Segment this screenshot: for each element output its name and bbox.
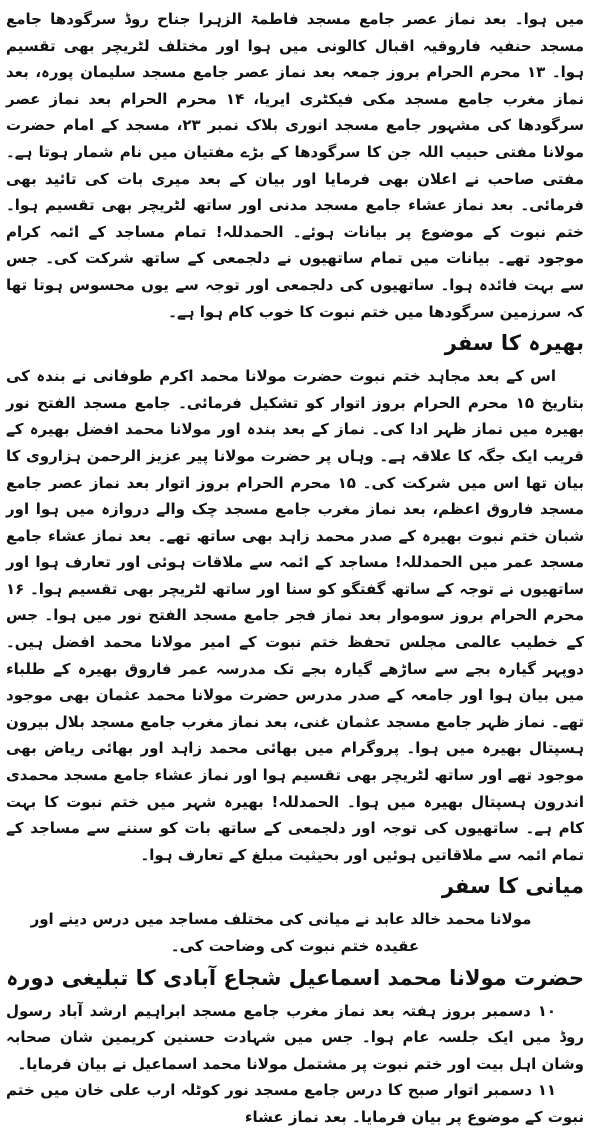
shujabadi-paragraph-2: ۱۱ دسمبر اتوار صبح کا درس جامع مسجد نور کوٹلہ ارب علی خان میں ختم نبوت کے موضوع پر بیان فرمایا۔ بعد نماز عشاء — [6, 1081, 584, 1126]
shujabadi-tour-heading: حضرت مولانا محمد اسماعیل شجاع آبادی کا تبلیغی دورہ — [6, 965, 584, 990]
miani-paragraph: مولانا محمد خالد عابد نے میانی کی مختلف مساجد میں درس دینے اور عقیدہ ختم نبوت کی وضاحت کی۔ — [30, 910, 532, 955]
bhera-paragraph: اس کے بعد مجاہد ختم نبوت حضرت مولانا محمد اکرم طوفانی نے بندہ کی بتاریخ ۱۵ محرم الحرام بروز اتوار کو تشکیل فرمائی۔ جامع مسجد الفتح نور بھیرہ میں نماز ظہر ادا کی۔ نماز کے بعد بندہ اور مولانا محمد افضل بھیرہ کے قریب ایک جگہ کا علاقہ ہے۔ وہاں پر حضرت مولانا پیر عزیز الرحمن ہزاروی کا بیان تھا اس میں شرکت کی۔ ۱۵ محرم الحرام بروز اتوار بعد نماز عصر جامع مسجد فاروق اعظم، بعد نماز مغرب جامع مسجد چک والے دروازہ میں ہوا اور شبان ختم نبوت بھیرہ کے صدر محمد زاہد بھی ساتھ تھے۔ بعد نماز عشاء جامع مسجد عمر میں الحمدللہ! مساجد کے ائمہ سے ملاقات ہوئی اور تعارف ہوا اور ساتھیوں نے توجہ کے ساتھ گفتگو کو سنا اور ساتھ لٹریچر بھی تقسیم ہوا۔ ۱۶ محرم الحرام بروز سوموار بعد نماز فجر جامع مسجد الفتح نور میں ہوا۔ جس کے خطیب عالمی مجلس تحفظ ختم نبوت کے امیر مولانا محمد افضل ہیں۔ دوپہر گیارہ بجے سے ساڑھے گیارہ بجے تک مدرسہ عمر فاروق بھیرہ کے طلباء میں بیان ہوا اور جامعہ کے صدر مدرس حضرت مولانا محمد عثمان بھی موجود تھے۔ نماز ظہر جامع مسجد عثمان غنی، بعد نماز مغرب جامع مسجد بلال بیرون ہسپتال بھیرہ میں ہوا۔ پروگرام میں بھائی محمد زاہد اور بھائی ریاض بھی موجود تھے اور ساتھ لٹریچر بھی تقسیم ہوا اور نماز عشاء جامع مسجد محمدی اندرون ہسپتال بھیرہ میں ہوا۔ الحمدللہ! بھیرہ شہر میں ختم نبوت کا بہت کام ہے۔ ساتھیوں کی توجہ اور دلجمعی کے ساتھ بات کو سننے سے مساجد کے تمام ائمہ سے ملاقاتیں ہوئیں اور بحیثیت مبلغ کے تعارف ہوا۔ — [6, 367, 584, 864]
sargodha-paragraph: میں ہوا۔ بعد نماز عصر جامع مسجد فاطمۃ الزہرا جناح روڈ سرگودھا جامع مسجد حنفیہ فاروقیہ اقبال کالونی میں ہوا اور مختلف لٹریچر بھی تقسیم ہوا۔ ۱۳ محرم الحرام بروز جمعہ بعد نماز عصر جامع مسجد سلیمان پورہ، بعد نماز مغرب جامع مسجد مکی فیکٹری ایریا، ۱۴ محرم الحرام بعد نماز عصر سرگودھا کی مشہور جامع مسجد انوری بلاک نمبر ۲۳، مسجد کے امام حضرت مولانا مفتی حبیب اللہ جن کا سرگودھا کے بڑے مفتیان میں نام شمار ہوتا ہے۔ مفتی صاحب نے اعلان بھی فرمایا اور بیان کے بعد میری بات کی تائید بھی فرمائی۔ بعد نماز عشاء جامع مسجد مدنی اور ساتھ لٹریچر بھی تقسیم ہوا۔ ختم نبوت کے موضوع پر بیانات ہوئے۔ الحمدللہ! تمام مساجد کے ائمہ کرام موجود تھے۔ بیانات میں تمام ساتھیوں نے دلجمعی کے ساتھ شرکت کی۔ جس سے بہت فائدہ ہوا۔ ساتھیوں کی دلجمعی اور توجہ سے یوں محسوس ہوتا تھا کہ سرزمین سرگودھا میں ختم نبوت کا خوب کام ہوا ہے۔ — [6, 10, 584, 321]
shujabadi-paragraph-1: ۱۰ دسمبر بروز ہفتہ بعد نماز مغرب جامع مسجد ابراہیم ارشد آباد رسول روڈ میں ایک جلسہ عام ہوا۔ جس میں شہادت حسنین کریمین شان صحابہ وشان اہل بیت اور ختم نبوت پر مشتمل مولانا محمد اسماعیل نے بیان فرمایا۔ — [6, 1001, 584, 1073]
bhera-heading: بھیرہ کا سفر — [444, 331, 584, 356]
miani-heading: میانی کا سفر — [441, 874, 584, 899]
